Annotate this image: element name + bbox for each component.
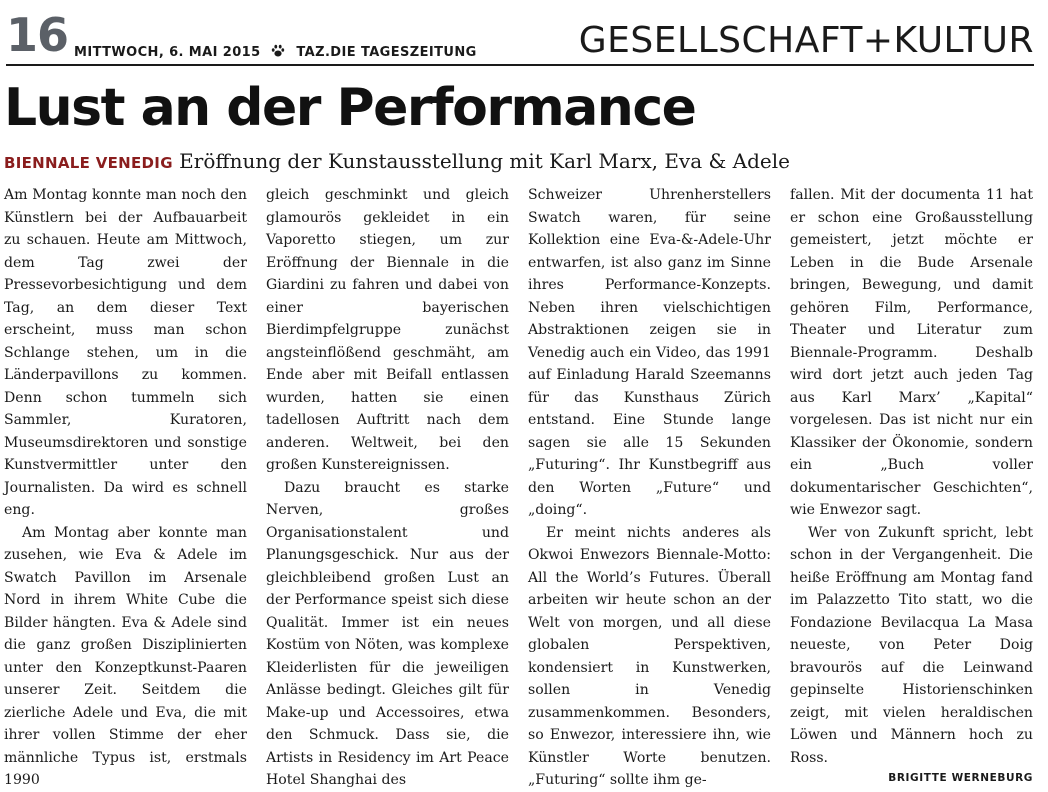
paragraph: Dazu braucht es starke Nerven, großes Organisationstalent und Planungsgeschick. Nur aus der gleichbleibend großen Lust an der Performance speist sich diese Qualität. Immer ist ein neues Kostüm von Nöten, was komplexe Kleiderlisten für die jeweiligen Anlässe bedingt. Gleiches gilt für Make-up und Accessoires, etwa den Schmuck. Dass sie, die Artists in Residency im Art Peace Hotel Shanghai des bbox=[266, 479, 509, 788]
paw-icon bbox=[271, 44, 285, 62]
column-2 bbox=[266, 184, 509, 792]
paragraph: Am Montag konnte man noch den Künstlern bei der Aufbauarbeit zu schauen. Heute am Mittwoch, dem Tag zwei der Pressevorbesichtigung und dem Tag, an dem dieser Text erscheint, muss man schon Schlange stehen, um in die Länderpavillons zu kommen. Denn schon tummeln sich Sammler, Kuratoren, Museumsdirektoren und sonstige Kunstvermittler unter den Journalisten. Da wird es schnell eng. bbox=[4, 187, 247, 518]
kicker: BIENNALE VENEDIG bbox=[4, 154, 173, 172]
dateline bbox=[74, 44, 477, 62]
masthead bbox=[6, 8, 1034, 66]
subheadline-text: Eröffnung der Kunstausstellung mit Karl Marx, Eva & Adele bbox=[179, 149, 790, 173]
section-title: GESELLSCHAFT+KULTUR bbox=[578, 20, 1034, 61]
paragraph: gleich geschminkt und gleich glamourös gekleidet in ein Vaporetto stiegen, um zur Eröffnung der Biennale in die Giardini zu fahren und dabei von einer bayerischen Bierdimpfelgruppe zunächst angsteinflößend geschmäht, am Ende aber mit Beifall entlassen wurden, hatten sie einen tadellosen Auftritt nach dem anderen. Weltweit, bei den großen Kunstereignissen. bbox=[266, 187, 509, 473]
column-1 bbox=[4, 184, 247, 792]
paragraph: Er meint nichts anderes als Okwoi Enwezors Biennale-Motto: All the World’s Futures. Überall arbeiten wir heute schon an der Welt von morgen, und all diese globalen Perspektiven, kondensiert in Kunstwerken, sollen in Venedig zusammenkommen. Besonders, so Enwezor, interessiere ihn, wie Künstler Worte benutzen. „Futuring“ sollte ihm ge- bbox=[528, 524, 771, 788]
article-body bbox=[4, 184, 1034, 788]
paragraph: Am Montag aber konnte man zusehen, wie Eva & Adele im Swatch Pavillon im Arsenale Nord in ihrem White Cube die Bilder hängten. Eva & Adele sind die ganz großen Disziplinierten unter den Konzeptkunst-Paaren unserer Zeit. Seitdem die zierliche Adele und Eva, die mit ihrer vollen Stimme der eher männliche Typus ist, erstmals 1990 bbox=[4, 524, 247, 788]
byline: BRIGITTE WERNEBURG bbox=[888, 772, 1033, 784]
page-number: 16 bbox=[6, 8, 69, 62]
paragraph: Schweizer Uhrenherstellers Swatch waren, für seine Kollektion eine Eva-&-Adele-Uhr entwarfen, ist also ganz im Sinne ihres Performance-Konzepts. Neben ihren vielschichtigen Abstraktionen zeigen sie in Venedig auch ein Video, das 1991 auf Einladung Harald Szeemanns für das Kunsthaus Zürich entstand. Eine Stunde lange sagen sie alle 15 Sekunden „Futuring“. Ihr Kunstbegriff aus den Worten „Future“ und „doing“. bbox=[528, 187, 771, 518]
column-3 bbox=[528, 184, 771, 792]
paragraph: Wer von Zukunft spricht, lebt schon in der Vergangenheit. Die heiße Eröffnung am Montag fand im Palazzetto Tito statt, wo die Fondazione Bevilacqua La Masa neueste, von Peter Doig bravourös auf die Leinwand gepinselte Historienschinken zeigt, mit vielen heraldischen Löwen und Männern hoch zu Ross. bbox=[790, 524, 1033, 766]
publication-name: TAZ.DIE TAGESZEITUNG bbox=[296, 45, 477, 60]
paragraph: fallen. Mit der documenta 11 hat er schon eine Großausstellung gemeistert, jetzt möchte er Leben in die Bude Arsenale bringen, Bewegung, und damit gehören Film, Performance, Theater und Literatur zum Biennale-Programm. Deshalb wird dort jetzt auch jeden Tag aus Karl Marx’ „Kapital“ vorgelesen. Das ist nicht nur ein Klassiker der Ökonomie, sondern ein „Buch voller dokumentarischer Geschichten“, wie Enwezor sagt. bbox=[790, 187, 1033, 518]
headline: Lust an der Performance bbox=[4, 78, 696, 138]
column-4 bbox=[790, 184, 1033, 787]
subheadline bbox=[4, 148, 790, 176]
issue-date: MITTWOCH, 6. MAI 2015 bbox=[74, 45, 261, 60]
